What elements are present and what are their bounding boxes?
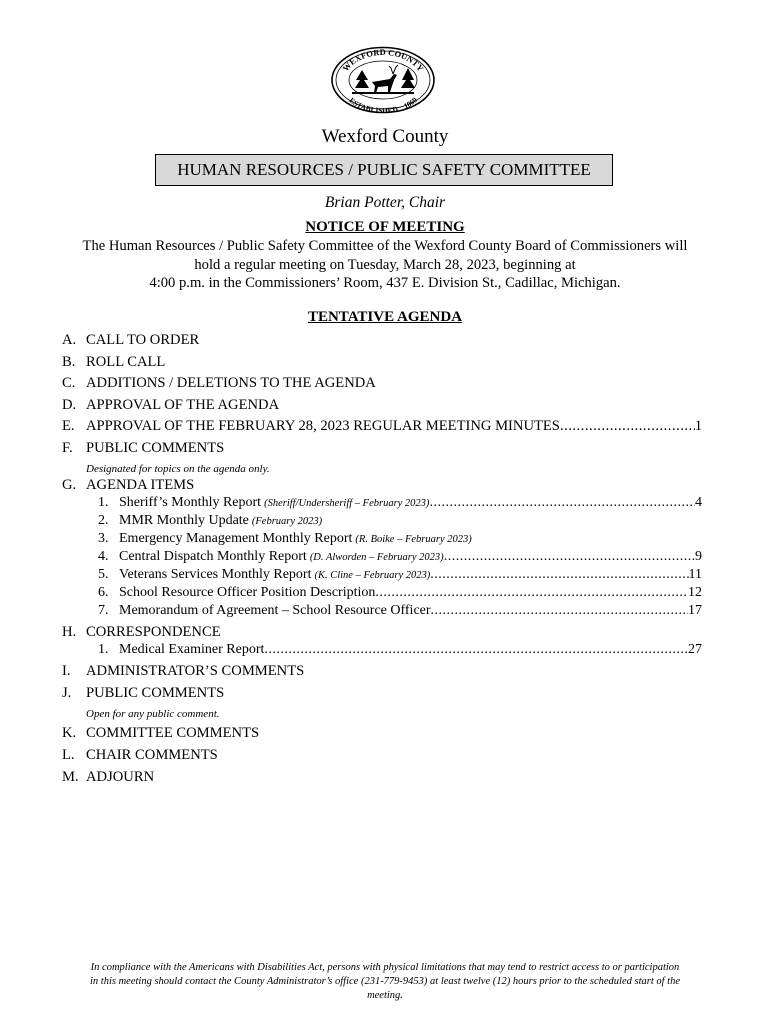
sub-item-detail: (February 2023) — [251, 516, 323, 527]
sub-item-detail: (R. Boike – February 2023) — [355, 534, 472, 545]
sub-item-text: Memorandum of Agreement – School Resource Officer — [119, 603, 431, 618]
footer-line: In compliance with the Americans with Disabilities Act, persons with physical limitations that may tend to restrict access to or participation — [90, 962, 680, 973]
agenda-item — [62, 373, 702, 393]
sub-item — [98, 530, 702, 548]
agenda-title: TENTATIVE AGENDA — [307, 309, 463, 325]
item-text: CALL TO ORDER — [86, 332, 200, 348]
footer-line: meeting. — [367, 990, 403, 1001]
item-letter: I. — [62, 663, 71, 679]
item-text: ADJOURN — [86, 769, 155, 785]
page-number: 27 — [688, 642, 702, 657]
sub-item-text: School Resource Officer Position Description — [119, 585, 376, 600]
item-letter: A. — [62, 332, 77, 348]
item-text: AGENDA ITEMS — [86, 477, 195, 493]
page-number: 11 — [688, 567, 702, 582]
notice-line: The Human Resources / Public Safety Committee of the Wexford County Board of Commissioners will — [82, 238, 688, 254]
sub-item-text: Central Dispatch Monthly Report — [119, 549, 307, 564]
agenda-item — [62, 745, 702, 765]
item-letter: F. — [62, 440, 73, 456]
agenda-item — [62, 395, 702, 415]
dot-leader — [264, 641, 688, 659]
notice-body — [60, 237, 710, 293]
dot-leader — [444, 548, 695, 566]
agenda-item — [62, 352, 702, 372]
sub-item — [98, 641, 702, 659]
item-text: APPROVAL OF THE AGENDA — [86, 397, 280, 413]
item-letter: G. — [62, 477, 77, 493]
chair-name: Brian Potter, Chair — [324, 194, 446, 211]
sub-item — [98, 566, 702, 584]
sub-item-number: 6. — [98, 585, 109, 600]
sub-item-number: 3. — [98, 531, 109, 546]
sub-item — [98, 602, 702, 620]
county-seal-logo — [330, 46, 436, 114]
agenda-item — [62, 767, 702, 787]
item-text: ROLL CALL — [86, 354, 166, 370]
page-number: 17 — [688, 603, 702, 618]
page-number: 1 — [694, 418, 702, 434]
agenda-item — [62, 475, 702, 495]
agenda-item — [62, 661, 702, 681]
agenda-item — [62, 723, 702, 743]
item-letter: C. — [62, 375, 76, 391]
item-letter: M. — [62, 769, 79, 785]
item-note: Open for any public comment. — [86, 708, 220, 720]
sub-item-detail: (K. Cline – February 2023) — [314, 570, 431, 581]
sub-item-number: 5. — [98, 567, 109, 582]
sub-item-text: Veterans Services Monthly Report — [119, 567, 312, 582]
notice-title: NOTICE OF MEETING — [305, 219, 465, 235]
agenda-item — [62, 416, 702, 436]
footer-line: in this meeting should contact the County Administrator’s office (231-779-9453) at least twelve (12) hours prior to the scheduled start of the — [90, 976, 680, 987]
sub-item-number: 4. — [98, 549, 109, 564]
dot-leader — [430, 566, 688, 584]
page-number: 12 — [688, 585, 702, 600]
dot-leader — [431, 602, 688, 620]
item-text: COMMITTEE COMMENTS — [86, 725, 260, 741]
svg-text:ESTABLISHED: ESTABLISHED — [347, 95, 399, 114]
agenda-item — [62, 438, 702, 458]
committee-title: HUMAN RESOURCES / PUBLIC SAFETY COMMITTEE — [155, 154, 613, 186]
sub-item-number: 2. — [98, 513, 109, 528]
agenda-item — [62, 622, 702, 642]
sub-item-text: Medical Examiner Report — [119, 642, 265, 657]
county-name: Wexford County — [321, 126, 449, 147]
sub-item-detail: (Sheriff/Undersheriff – February 2023) — [264, 498, 430, 509]
page-number: 4 — [695, 495, 702, 510]
item-letter: L. — [62, 747, 75, 763]
dot-leader — [560, 416, 695, 436]
item-text: PUBLIC COMMENTS — [86, 685, 225, 701]
item-text: CHAIR COMMENTS — [86, 747, 218, 763]
item-text: APPROVAL OF THE FEBRUARY 28, 2023 REGULAR MEETING MINUTES — [86, 418, 560, 434]
sub-item-text: MMR Monthly Update — [119, 513, 249, 528]
sub-item-text: Sheriff’s Monthly Report — [119, 495, 262, 510]
ada-compliance-notice — [55, 961, 715, 1003]
item-text: PUBLIC COMMENTS — [86, 440, 225, 456]
item-note: Designated for topics on the agenda only. — [86, 463, 270, 475]
item-text: ADDITIONS / DELETIONS TO THE AGENDA — [86, 375, 376, 391]
sub-item — [98, 548, 702, 566]
item-text: CORRESPONDENCE — [86, 624, 221, 640]
sub-item — [98, 584, 702, 602]
agenda-item — [62, 330, 702, 350]
item-letter: E. — [62, 418, 75, 434]
item-letter: D. — [62, 397, 77, 413]
notice-line: hold a regular meeting on Tuesday, March 28, 2023, beginning at — [194, 256, 576, 273]
item-letter: J. — [62, 685, 72, 701]
dot-leader — [375, 584, 688, 602]
svg-text:WEXFORD COUNTY: WEXFORD COUNTY — [340, 46, 426, 74]
item-text: ADMINISTRATOR’S COMMENTS — [86, 663, 305, 679]
item-letter: H. — [62, 624, 77, 640]
sub-item — [98, 494, 702, 512]
notice-line: 4:00 p.m. in the Commissioners’ Room, 437 E. Division St., Cadillac, Michigan. — [149, 275, 621, 291]
sub-item-text: Emergency Management Monthly Report — [119, 531, 353, 546]
svg-text:1869: 1869 — [402, 95, 420, 111]
sub-item-detail: (D. Alworden – February 2023) — [309, 552, 444, 563]
sub-item-number: 1. — [98, 495, 109, 510]
sub-item — [98, 512, 702, 530]
agenda-item — [62, 683, 702, 703]
page-number: 9 — [695, 549, 702, 564]
dot-leader — [429, 494, 695, 512]
sub-item-number: 7. — [98, 603, 109, 618]
item-letter: K. — [62, 725, 77, 741]
item-letter: B. — [62, 354, 76, 370]
sub-item-number: 1. — [98, 642, 109, 657]
